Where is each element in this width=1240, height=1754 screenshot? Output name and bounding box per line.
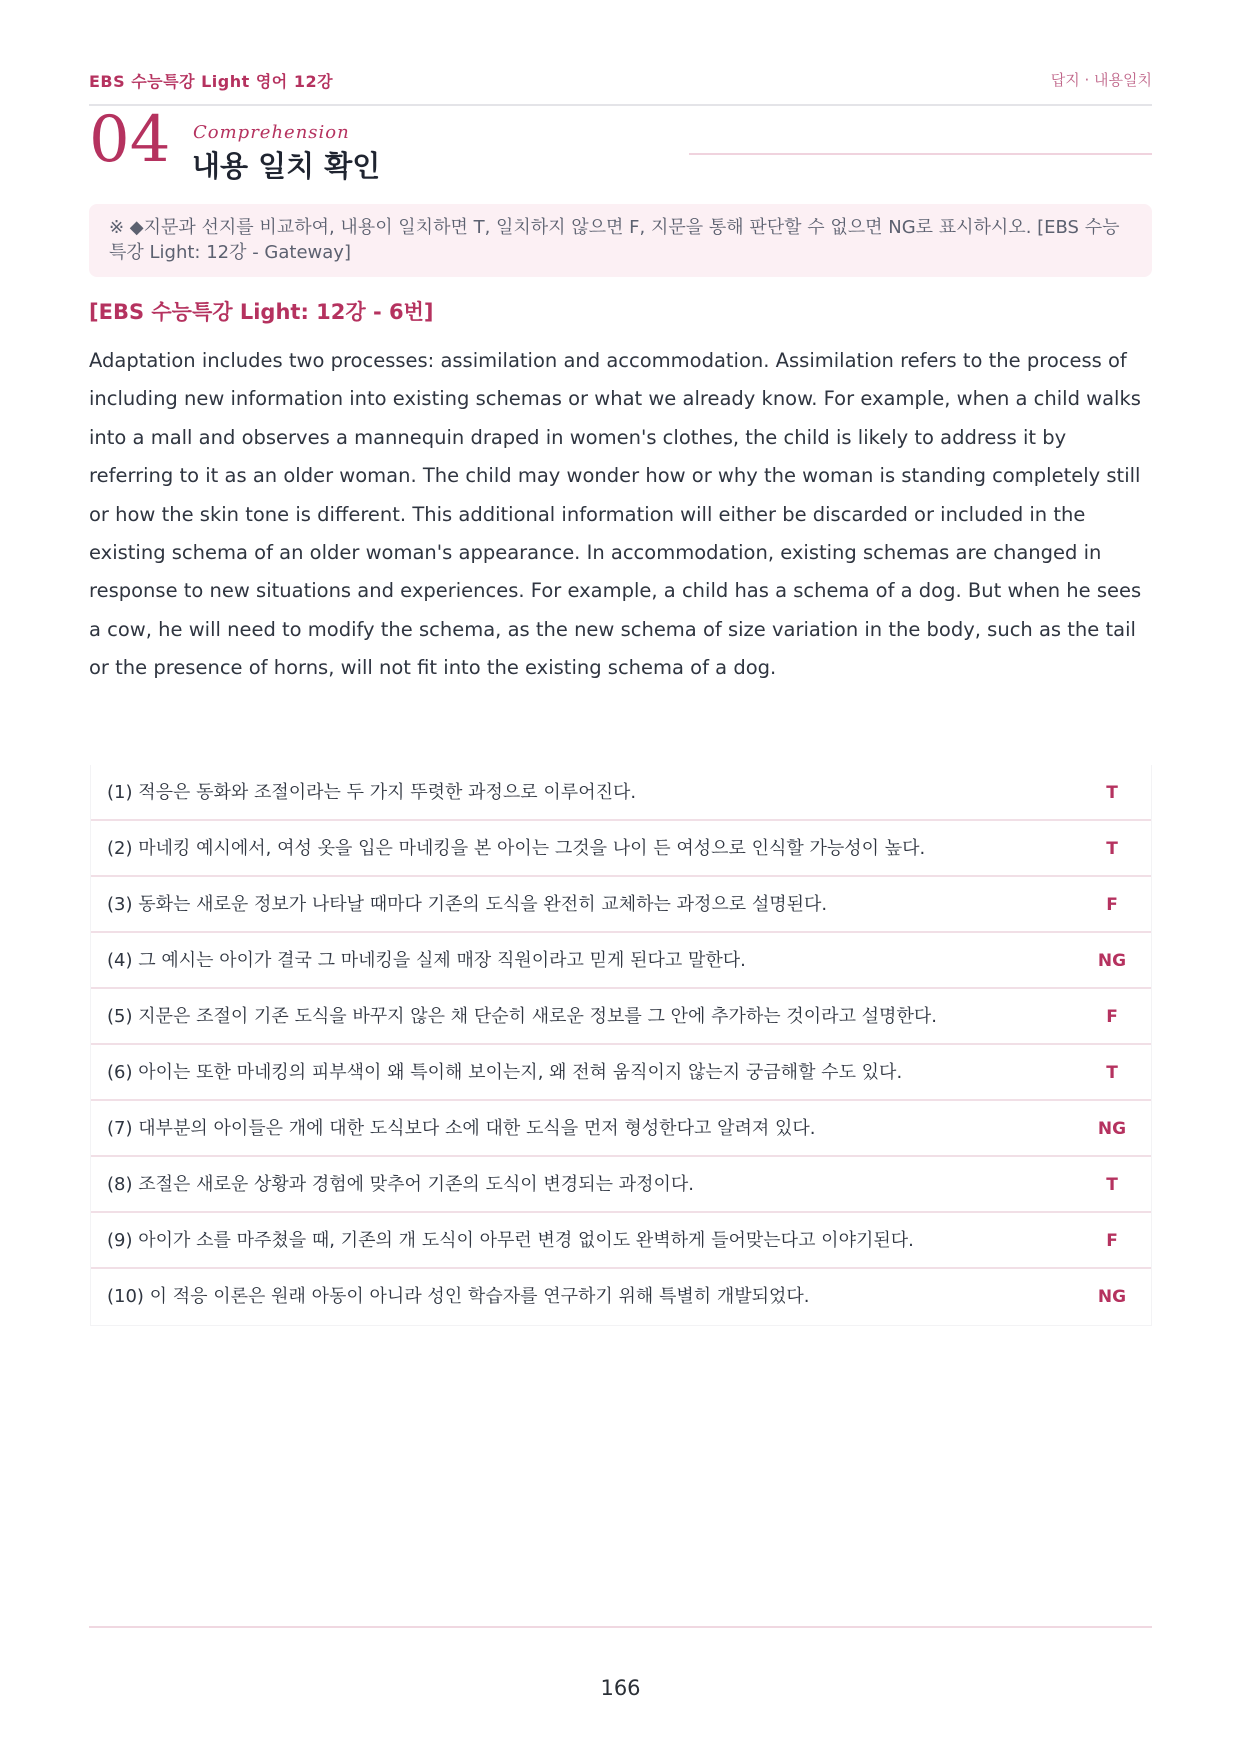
question-row bbox=[91, 1269, 1151, 1325]
question-text: (6) 아이는 또한 마네킹의 피부색이 왜 특이해 보이는지, 왜 전혀 움직이지 않는지 궁금해할 수도 있다. bbox=[107, 1062, 903, 1083]
source-title: [EBS 수능특강 Light: 12강 - 6번] bbox=[89, 300, 434, 324]
question-text: (3) 동화는 새로운 정보가 나타날 때마다 기존의 도식을 완전히 교체하는 과정으로 설명된다. bbox=[107, 894, 828, 915]
question-row bbox=[91, 1045, 1151, 1101]
question-table bbox=[90, 765, 1152, 1326]
question-row bbox=[91, 933, 1151, 989]
question-text: (5) 지문은 조절이 기존 도식을 바꾸지 않은 채 단순히 새로운 정보를 그 안에 추가하는 것이라고 설명한다. bbox=[107, 1006, 937, 1027]
question-row bbox=[91, 1101, 1151, 1157]
answer-mark: F bbox=[1106, 895, 1118, 915]
answer-mark: T bbox=[1106, 1175, 1118, 1195]
question-row bbox=[91, 821, 1151, 877]
question-text: (10) 이 적응 이론은 원래 아동이 아니라 성인 학습자를 연구하기 위해 특별히 개발되었다. bbox=[107, 1286, 810, 1307]
answer-mark: NG bbox=[1097, 1119, 1127, 1139]
question-text: (1) 적응은 동화와 조절이라는 두 가지 뚜렷한 과정으로 이루어진다. bbox=[107, 782, 637, 803]
section-title: 내용 일치 확인 bbox=[192, 149, 381, 183]
section-divider bbox=[689, 153, 1152, 155]
section-heading bbox=[89, 103, 1152, 183]
top-header bbox=[89, 66, 1152, 106]
answer-mark: T bbox=[1106, 1063, 1118, 1083]
instruction-box: ※ ◆지문과 선지를 비교하여, 내용이 일치하면 T, 일치하지 않으면 F, 지문을 통해 판단할 수 없으면 NG로 표시하시오. [EBS 수능특강 Light: 12강 - Gateway] bbox=[89, 204, 1152, 277]
section-subtitle: Comprehension bbox=[193, 122, 350, 143]
footer-divider bbox=[89, 1626, 1152, 1628]
answer-mark: F bbox=[1106, 1231, 1118, 1251]
question-row bbox=[91, 1213, 1151, 1269]
question-row bbox=[91, 877, 1151, 933]
page-number: 166 bbox=[600, 1676, 641, 1700]
question-row bbox=[91, 1157, 1151, 1213]
answer-mark: NG bbox=[1097, 951, 1127, 971]
answer-mark: T bbox=[1106, 839, 1118, 859]
question-text: (2) 마네킹 예시에서, 여성 옷을 입은 마네킹을 본 아이는 그것을 나이 든 여성으로 인식할 가능성이 높다. bbox=[107, 838, 926, 859]
question-text: (9) 아이가 소를 마주쳤을 때, 기존의 개 도식이 아무런 변경 없이도 완벽하게 들어맞는다고 이야기된다. bbox=[107, 1230, 914, 1251]
question-text: (7) 대부분의 아이들은 개에 대한 도식보다 소에 대한 도식을 먼저 형성한다고 알려져 있다. bbox=[107, 1118, 816, 1139]
question-row bbox=[91, 989, 1151, 1045]
question-row bbox=[91, 765, 1151, 821]
answer-mark: F bbox=[1106, 1007, 1118, 1027]
section-label: 답지 · 내용일치 bbox=[1050, 71, 1152, 89]
question-text: (4) 그 예시는 아이가 결국 그 마네킹을 실제 매장 직원이라고 믿게 된다고 말한다. bbox=[107, 950, 746, 971]
book-title: EBS 수능특강 Light 영어 12강 bbox=[89, 72, 334, 91]
answer-mark: T bbox=[1106, 783, 1118, 803]
section-number: 04 bbox=[89, 103, 171, 177]
question-text: (8) 조절은 새로운 상황과 경험에 맞추어 기존의 도식이 변경되는 과정이다. bbox=[107, 1174, 694, 1195]
answer-mark: NG bbox=[1097, 1287, 1127, 1307]
passage-text: Adaptation includes two processes: assimilation and accommodation. Assimilation refers to the process of including new information into existing schemas or what we already know. For example, when a child walks into a mall and observes a mannequin draped in women's clothes, the child is likely to address it by referring to it as an older woman. The child may wonder how or why the woman is standing completely still or how the skin tone is different. This additional information will either be discarded or included in the existing schema of an older woman's appearance. In accommodation, existing schemas are changed in response to new situations and experiences. For example, a child has a schema of a dog. But when he sees a cow, he will need to modify the schema, as the new schema of size variation in the body, such as the tail or the presence of horns, will not fit into the existing schema of a dog. bbox=[89, 349, 1142, 680]
